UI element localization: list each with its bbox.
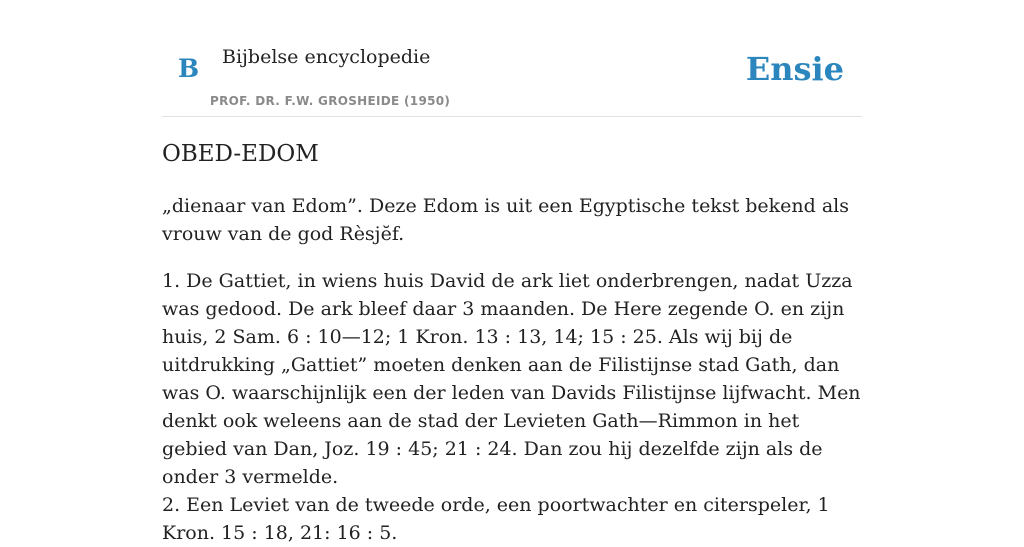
site-logo[interactable]: Ensie xyxy=(745,50,844,88)
entry-paragraph-body: 1. De Gattiet, in wiens huis David de ark liet onderbrengen, nadat Uzza was gedood. De ark bleef daar 3 maanden. De Here zegende O. en zijn huis, 2 Sam. 6 : 10—12; 1 Kron. 13 : 13, 14; 15 : 25. Als wij bij de uitdrukking „Gattiet” moeten denken aan de Filistijnse stad Gath, dan was O. waarschijnlijk een der leden van Davids Filistijnse lijfwacht. Men denkt ook weleens aan de stad der Levieten Gath—Rimmon in het gebied van Dan, Joz. 19 : 45; 21 : 24. Dan zou hij dezelfde zijn als de onder 3 vermelde. 2. Een Leviet van de tweede orde, een poortwachter en citerspeler, 1 Kron. 15 : 18, 21: 16 : 5. xyxy=(162,270,861,544)
header xyxy=(162,0,862,117)
page-container xyxy=(162,0,862,544)
entry-title: OBED-EDOM xyxy=(162,141,319,167)
entry-paragraph-intro: „dienaar van Edom”. Deze Edom is uit een Egyptische tekst bekend als vrouw van de god Rèsjĕf. xyxy=(162,195,850,245)
book-title-link[interactable]: Bijbelse encyclopedie xyxy=(222,46,431,68)
book-logo[interactable]: B xyxy=(178,54,200,83)
author-label: PROF. DR. F.W. GROSHEIDE (1950) xyxy=(210,94,451,108)
